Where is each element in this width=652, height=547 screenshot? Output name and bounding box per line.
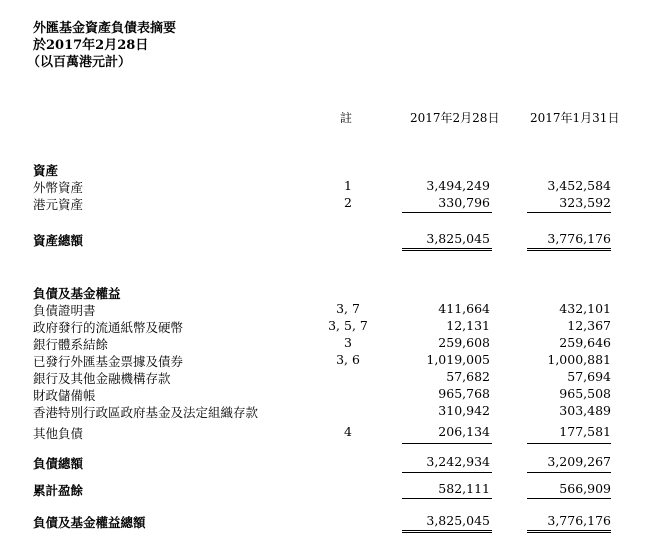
row-value-jan: 3,209,267 [547, 454, 611, 469]
total-double-rule [402, 530, 492, 531]
subtotal-rule [527, 498, 611, 499]
row-value-feb: 310,942 [438, 403, 490, 418]
subtotal-rule [527, 212, 611, 213]
report-date: 於2017年2月28日 [33, 38, 149, 53]
row-value-feb: 259,608 [438, 335, 490, 350]
table-row [0, 386, 652, 403]
row-value-feb: 3,242,934 [426, 454, 490, 469]
liabilities-total-row [0, 454, 652, 471]
row-label: 已發行外匯基金票據及債券 [33, 354, 184, 369]
row-value-feb: 582,111 [438, 481, 490, 496]
table-row [0, 335, 652, 352]
row-value-jan: 1,000,881 [547, 352, 611, 367]
row-value-jan: 432,101 [559, 301, 611, 316]
row-value-jan: 323,592 [559, 195, 611, 210]
row-label: 負債總額 [33, 456, 84, 471]
row-value-jan: 57,694 [567, 369, 611, 384]
row-value-feb: 3,825,045 [426, 231, 490, 246]
subtotal-rule [527, 472, 611, 473]
report-unit: （以百萬港元計） [27, 55, 132, 70]
row-label: 負債證明書 [33, 303, 96, 318]
table-row [0, 424, 652, 441]
assets-total-row [0, 231, 652, 248]
table-row [0, 369, 652, 386]
total-double-rule [527, 532, 611, 533]
row-label: 銀行及其他金融機構存款 [33, 371, 171, 386]
liabilities-heading: 負債及基金權益 [33, 286, 121, 301]
total-double-rule [402, 250, 492, 251]
row-note: 1 [344, 178, 352, 193]
row-label: 港元資產 [33, 197, 84, 212]
row-value-jan: 303,489 [559, 403, 611, 418]
assets-heading: 資產 [33, 163, 59, 178]
total-double-rule [527, 250, 611, 251]
row-value-feb: 411,664 [438, 301, 490, 316]
row-note: 3, 7 [336, 301, 360, 316]
total-double-rule [402, 532, 492, 533]
row-label: 資產總額 [33, 233, 84, 248]
row-label: 財政儲備帳 [33, 388, 96, 403]
row-note: 3, 6 [336, 352, 360, 367]
row-note: 4 [344, 424, 352, 439]
subtotal-rule [402, 498, 492, 499]
row-label: 政府發行的流通紙幣及硬幣 [33, 320, 184, 335]
row-label: 外幣資產 [33, 180, 84, 195]
row-value-feb: 965,768 [438, 386, 490, 401]
row-label: 香港特別行政區政府基金及法定組織存款 [33, 405, 259, 420]
subtotal-rule [402, 443, 492, 444]
row-value-feb: 1,019,005 [426, 352, 490, 367]
row-value-jan: 965,508 [559, 386, 611, 401]
table-row [0, 403, 652, 420]
report-title: 外匯基金資產負債表摘要 [33, 21, 177, 36]
feb-column-header: 2017年2月28日 [410, 111, 500, 125]
row-value-feb: 3,825,045 [426, 513, 490, 528]
grand-total-row [0, 513, 652, 530]
row-label: 其他負債 [33, 426, 84, 441]
row-label: 累計盈餘 [33, 483, 84, 498]
row-value-jan: 566,909 [559, 481, 611, 496]
subtotal-rule [402, 472, 492, 473]
table-row [0, 301, 652, 318]
subtotal-rule [402, 212, 492, 213]
row-note: 3 [344, 335, 352, 350]
row-value-jan: 12,367 [567, 318, 611, 333]
row-label: 銀行體系結餘 [33, 337, 109, 352]
row-value-jan: 3,776,176 [547, 513, 611, 528]
jan-column-header: 2017年1月31日 [530, 111, 620, 125]
row-value-jan: 3,452,584 [547, 178, 611, 193]
table-row [0, 352, 652, 369]
table-row [0, 178, 652, 195]
note-column-header: 註 [340, 111, 353, 125]
row-label: 負債及基金權益總額 [33, 515, 146, 530]
surplus-row [0, 481, 652, 498]
row-value-jan: 177,581 [559, 424, 611, 439]
row-value-feb: 206,134 [438, 424, 490, 439]
row-note: 2 [344, 195, 352, 210]
row-value-feb: 330,796 [438, 195, 490, 210]
row-value-feb: 57,682 [446, 369, 490, 384]
row-value-jan: 3,776,176 [547, 231, 611, 246]
row-note: 3, 5, 7 [328, 318, 368, 333]
table-row [0, 318, 652, 335]
row-value-jan: 259,646 [559, 335, 611, 350]
total-double-rule [402, 248, 492, 249]
total-double-rule [527, 248, 611, 249]
subtotal-rule [527, 443, 611, 444]
table-row [0, 195, 652, 212]
row-value-feb: 3,494,249 [426, 178, 490, 193]
row-value-feb: 12,131 [446, 318, 490, 333]
total-double-rule [527, 530, 611, 531]
